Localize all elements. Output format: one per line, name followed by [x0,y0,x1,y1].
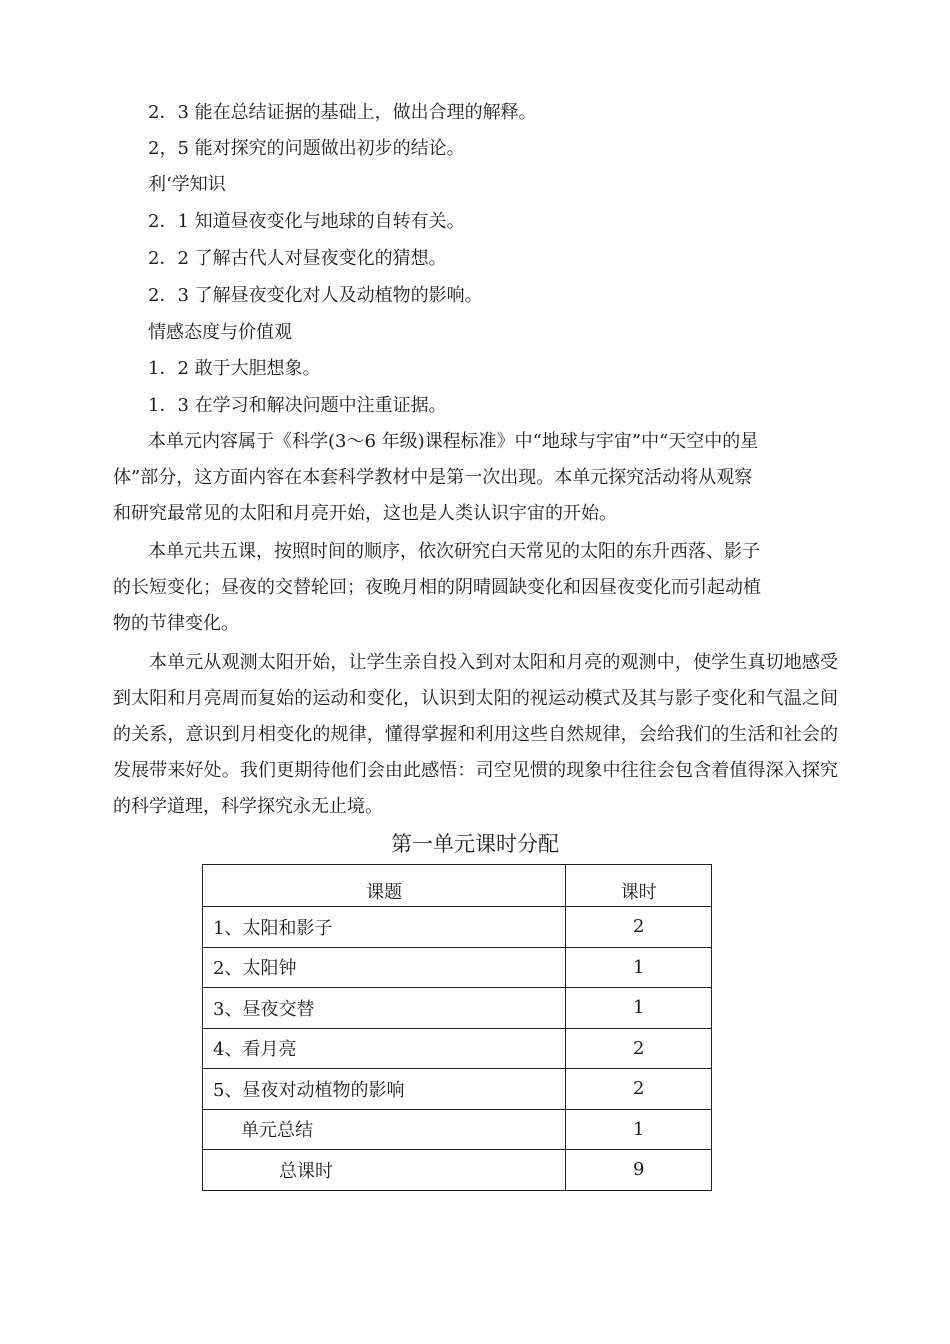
hours-cell: 2 [566,1028,712,1069]
table-title: 第一单元课时分配 [391,832,559,856]
hours-cell-total: 9 [566,1150,712,1191]
table-row [203,1109,712,1150]
header-hours: 课时 [566,865,712,907]
topic-cell: 3、昼夜交替 [203,988,566,1029]
topic-cell-total: 总课时 [203,1150,566,1191]
hours-cell: 1 [566,988,712,1029]
objective-line: 2．2 了解古代人对昼夜变化的猜想。 [148,248,447,269]
objective-line: 2．1 知道昼夜变化与地球的自转有关。 [148,211,465,232]
hours-cell: 2 [566,907,712,948]
paragraph-line: 的长短变化；昼夜的交替轮回；夜晚月相的阴晴圆缺变化和因昼夜变化而引起动植 [113,577,761,598]
table-row [203,988,712,1029]
table-row [203,907,712,948]
table-row [203,947,712,988]
table-row [203,1069,712,1110]
paragraph-line: 和研究最常见的太阳和月亮开始，这也是人类认识宇宙的开始。 [113,503,617,524]
topic-cell: 4、看月亮 [203,1028,566,1069]
hours-cell: 1 [566,1109,712,1150]
topic-cell: 5、昼夜对动植物的影响 [203,1069,566,1110]
objective-line: 1．2 敢于大胆想象。 [148,358,321,379]
paragraph-line: 本单元共五课，按照时间的顺序，依次研究白天常见的太阳的东升西落、影子 [148,541,760,562]
paragraph-line: 体”部分，这方面内容在本套科学教材中是第一次出现。本单元探究活动将从观察 [113,467,753,488]
section-heading: 情感态度与价值观 [148,322,292,343]
section-heading: 利‘学知识 [148,174,226,195]
objective-line: 2，5 能对探究的问题做出初步的结论。 [148,138,465,159]
table-row [203,1028,712,1069]
table-row-total [203,1150,712,1191]
paragraph-unit-lessons [113,534,761,642]
topic-cell: 1、太阳和影子 [203,907,566,948]
topic-cell: 2、太阳钟 [203,947,566,988]
hours-cell: 2 [566,1069,712,1110]
objective-line: 2．3 了解昼夜变化对人及动植物的影响。 [148,285,483,306]
paragraph-line: 物的节律变化。 [113,613,239,634]
table-header-row [203,865,712,907]
header-topic: 课题 [203,865,566,907]
paragraph-unit-goals: 本单元从观测太阳开始，让学生亲自投入到对太阳和月亮的观测中，使学生真切地感受到太阳和月亮周而复始的运动和变化，认识到太阳的视运动模式及其与影子变化和气温之间的关系，意识到月相变化的规律，懂得掌握和利用这些自然规律，会给我们的生活和社会的发展带来好处。我们更期待他们会由此感悟：司空见惯的现象中往往会包含着值得深入探究的科学道理，科学探究永无止境。 [113,652,838,817]
topic-cell-summary: 单元总结 [203,1109,566,1150]
objective-line: 1．3 在学习和解决问题中注重证据。 [148,395,447,416]
paragraph-unit-scope [113,424,758,532]
lesson-allocation-table [202,864,712,1191]
objective-line: 2．3 能在总结证据的基础上，做出合理的解释。 [148,102,537,123]
hours-cell: 1 [566,947,712,988]
paragraph-line: 本单元内容属于《科学(3～6 年级)课程标准》中“地球与宇宙”中“天空中的星 [148,431,759,452]
